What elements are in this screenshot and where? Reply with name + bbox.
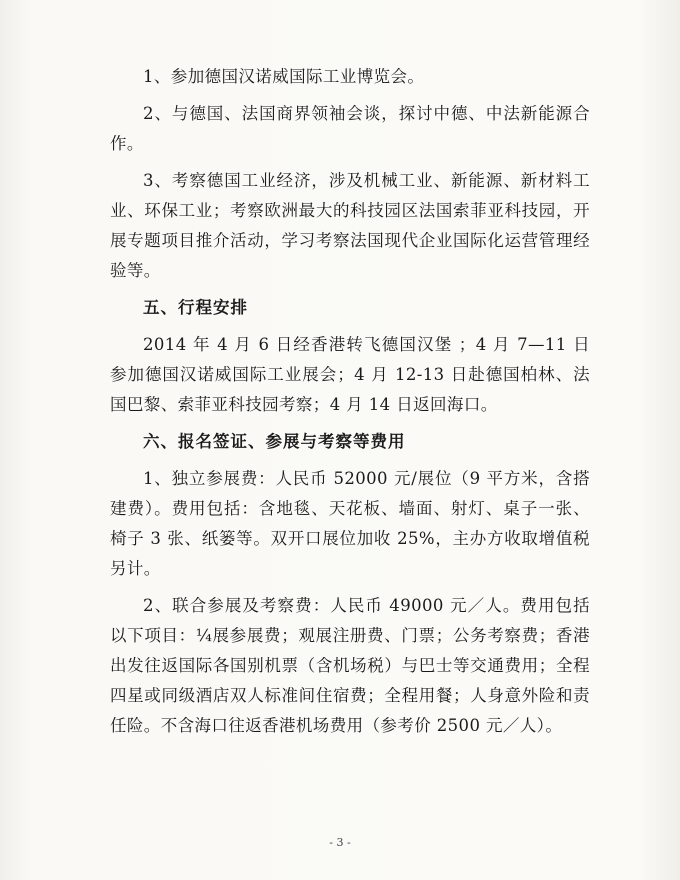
section-5-heading: 五、行程安排 [143,298,248,317]
fee-item-1: 1、独立参展费：人民币 52000 元/展位（9 平方米，含搭建费）。费用包括：含地毯、天花板、墙面、射灯、桌子一张、椅子 3 张、纸篓等。双开口展位加收 25%，主办方收取增值税另计。 [110,469,590,578]
page-number: - 3 - [329,836,351,849]
fee-item-2: 2、联合参展及考察费：人民币 49000 元／人。费用包括以下项目：¼展参展费；观展注册费、门票；公务考察费；香港出发往返国际各国别机票（含机场税）与巴士等交通费用；全程四星或同级酒店双人标准间住宿费；全程用餐；人身意外险和责任险。不含海口往返香港机场费用（参考价 2500 元／人）。 [110,596,590,735]
document-body [110,62,590,748]
item-2: 2、与德国、法国商界领袖会谈，探讨中德、中法新能源合作。 [110,104,590,153]
section-6-heading: 六、报名签证、参展与考察等费用 [143,432,406,451]
section-5-text: 2014 年 4 月 6 日经香港转飞德国汉堡 ；4 月 7—11 日参加德国汉诺威国际工业展会；4 月 12-13 日赴德国柏林、法国巴黎、索菲亚科技园考察；4 月 14 日返回海口。 [110,335,590,414]
item-3: 3、考察德国工业经济，涉及机械工业、新能源、新材料工业、环保工业；考察欧洲最大的科技园区法国索菲亚科技园，开展专题项目推介活动，学习考察法国现代企业国际化运营管理经验等。 [110,171,590,280]
item-1: 1、参加德国汉诺威国际工业博览会。 [143,67,425,86]
